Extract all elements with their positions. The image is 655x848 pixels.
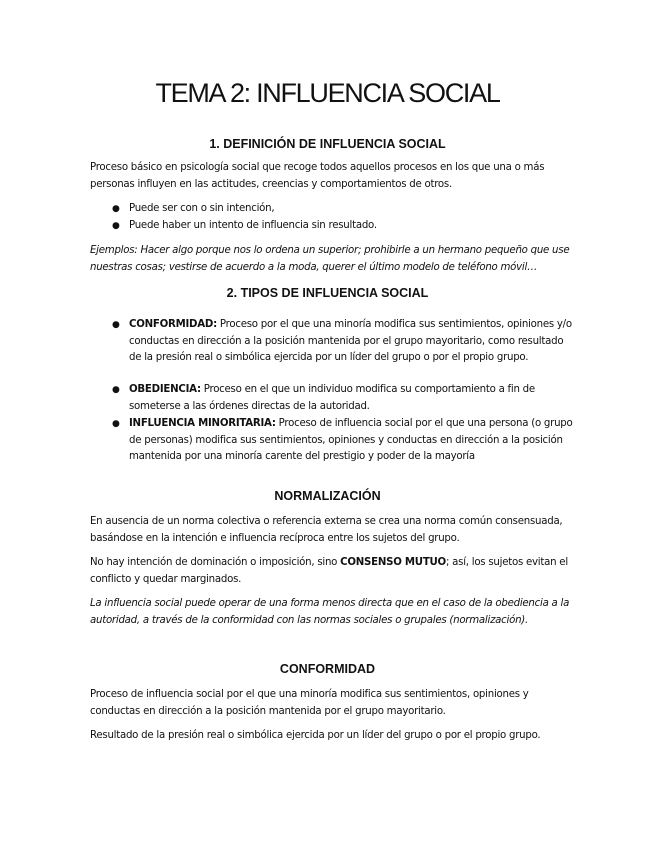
term-description: Proceso por el que una minoría modifica sus sentimientos, opiniones y/o conductas en dirección a la posición mantenida por el grupo mayoritario, como resultado de la presión real o simbólica ejercida por un líder del grupo o por el propio grupo. bbox=[129, 319, 572, 363]
normalizacion-paragraph-3: La influencia social puede operar de una forma menos directa que en el caso de la obediencia a la autoridad, a través de la conformidad con las normas sociales o grupales (normalización). bbox=[90, 598, 570, 626]
normalizacion-paragraph-1: En ausencia de un norma colectiva o referencia externa se crea una norma común consensuada, basándose en la intención e influencia recíproca entre los sujetos del grupo. bbox=[90, 516, 563, 544]
section-heading-normalizacion: NORMALIZACIÓN bbox=[274, 489, 381, 503]
list-item: Puede ser con o sin intención, bbox=[129, 203, 275, 214]
bullet-marker: ● bbox=[112, 204, 120, 214]
examples-paragraph: Ejemplos: Hacer algo porque nos lo ordena un superior; prohibirle a un hermano pequeño que use nuestras cosas; vestirse de acuerdo a la moda, querer el último modelo de teléfono móvil… bbox=[90, 245, 570, 273]
term-description: Proceso de influencia social por el que una persona (o grupo de personas) modifica sus sentimientos, opiniones y conductas en dirección a la posición mantenida por una minoría carente del prestigio y poder de la mayoría bbox=[129, 418, 573, 462]
consenso-mutuo-emphasis: CONSENSO MUTUO bbox=[340, 557, 446, 568]
list-item-influencia-minoritaria bbox=[129, 416, 574, 466]
section-heading-conformidad: CONFORMIDAD bbox=[279, 662, 376, 676]
list-item-conformidad bbox=[129, 317, 574, 367]
term-label: CONFORMIDAD: bbox=[129, 319, 217, 330]
bullet-marker: ● bbox=[112, 320, 120, 330]
definition-paragraph: Proceso básico en psicología social que recoge todos aquellos procesos en los que una o más personas influyen en las actitudes, creencias y comportamientos de otros. bbox=[90, 162, 545, 190]
section-heading-tipos: 2. TIPOS DE INFLUENCIA SOCIAL bbox=[226, 286, 429, 300]
list-item: Puede haber un intento de influencia sin resultado. bbox=[129, 220, 377, 231]
page-title: TEMA 2: INFLUENCIA SOCIAL bbox=[155, 78, 500, 108]
conformidad-paragraph-2: Resultado de la presión real o simbólica ejercida por un líder del grupo o por el propio grupo. bbox=[90, 730, 541, 741]
term-label: INFLUENCIA MINORITARIA: bbox=[129, 418, 276, 429]
conformidad-paragraph-1: Proceso de influencia social por el que una minoría modifica sus sentimientos, opiniones y conductas en dirección a la posición mantenida por el grupo mayoritario. bbox=[90, 689, 529, 717]
section-heading-definicion: 1. DEFINICIÓN DE INFLUENCIA SOCIAL bbox=[209, 137, 446, 151]
bullet-marker: ● bbox=[112, 385, 120, 395]
term-label: OBEDIENCIA: bbox=[129, 384, 201, 395]
term-description: Proceso en el que un individuo modifica su comportamiento a fin de someterse a las órdenes directas de la autoridad. bbox=[129, 384, 535, 412]
bullet-marker: ● bbox=[112, 221, 120, 231]
normalizacion-paragraph-2: No hay intención de dominación o imposición, sino CONSENSO MUTUO; así, los sujetos evitan el conflicto y quedar marginados. bbox=[90, 557, 568, 585]
bullet-marker: ● bbox=[112, 419, 120, 429]
list-item-obediencia bbox=[129, 382, 574, 415]
